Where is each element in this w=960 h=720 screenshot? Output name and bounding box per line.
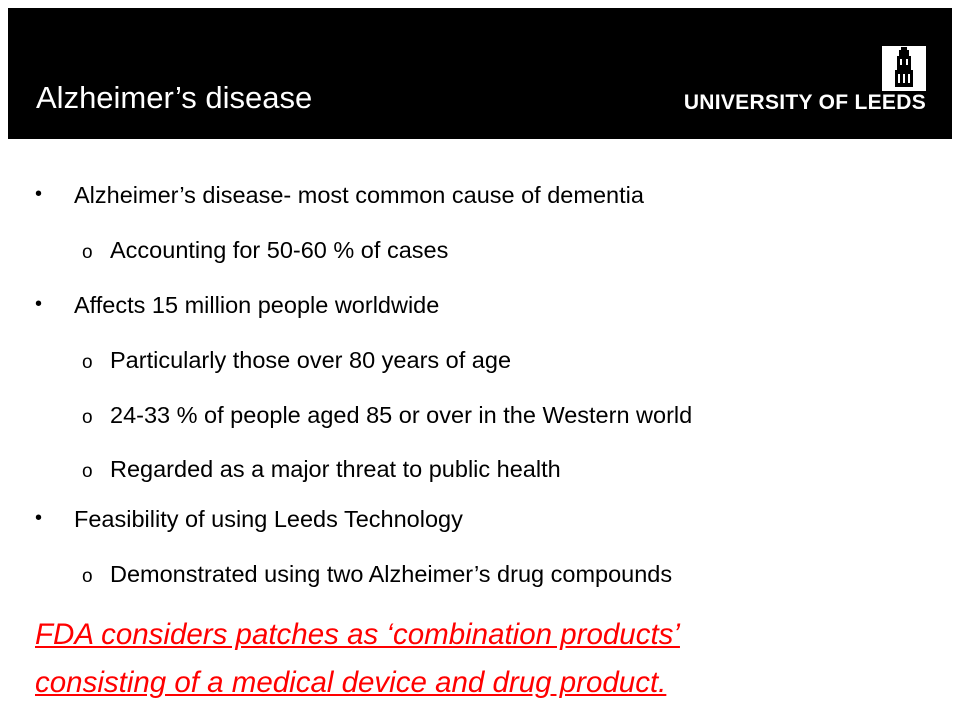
bullet-text: Feasibility of using Leeds Technology <box>74 506 463 532</box>
sub-bullet-marker: o <box>82 242 93 263</box>
sub-bullet-text: Accounting for 50-60 % of cases <box>110 237 449 263</box>
sub-bullet-text: 24-33 % of people aged 85 or over in the Western world <box>110 402 693 428</box>
fda-note-line-2: consisting of a medical device and drug product. <box>35 666 667 699</box>
sub-bullet-text: Regarded as a major threat to public health <box>110 456 561 482</box>
bullet-text: Affects 15 million people worldwide <box>74 292 440 318</box>
slide-title: Alzheimer’s disease <box>36 80 313 115</box>
sub-bullet-text: Particularly those over 80 years of age <box>110 347 512 373</box>
bullet-marker: • <box>35 293 43 315</box>
sub-bullet-marker: o <box>82 566 93 587</box>
sub-bullet-marker: o <box>82 352 93 373</box>
sub-bullet-marker: o <box>82 461 93 482</box>
sub-bullet-text: Demonstrated using two Alzheimer’s drug compounds <box>110 561 673 587</box>
fda-note-line-1: FDA considers patches as ‘combination products’ <box>35 618 680 651</box>
university-logo-text: UNIVERSITY OF LEEDS <box>683 91 926 114</box>
bullet-marker: • <box>35 507 43 529</box>
bullet-marker: • <box>35 183 43 205</box>
bullet-text: Alzheimer’s disease- most common cause of dementia <box>74 182 644 208</box>
sub-bullet-marker: o <box>82 407 93 428</box>
